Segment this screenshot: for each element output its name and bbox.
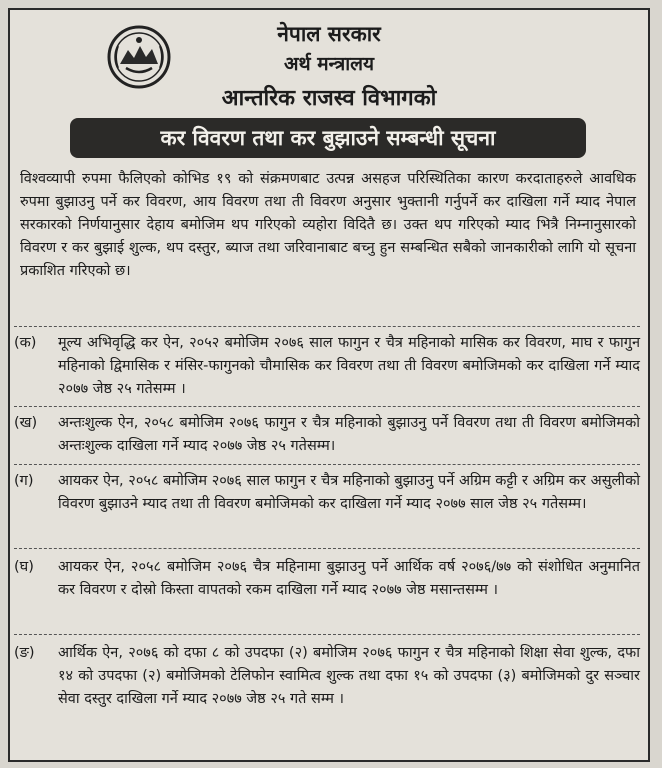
intro-paragraph: विश्वव्यापी रुपमा फैलिएको कोभिड १९ को संक्रमणबाट उत्पन्न असहज परिस्थितिका कारण करदाताहरुले आवधिक रुपमा बुझाउनु पर्ने कर विवरण, आय विवरण तथा ती विवरण अनुसार भुक्तानी गर्नुपर्ने कर दाखिला गर्ने म्याद नेपाल सरकारको निर्णयानुसार देहाय बमोजिम थप गरिएको व्यहोरा विदितै छ। उक्त थप गरिएको म्याद भित्रै निम्नानुसारको विवरण र कर बुझाई शुल्क, थप दस्तुर, ब्याज तथा जरिवानाबाट बच्नु हुन सम्बन्धित सबैको जानकारीको लागि यो सूचना प्रकाशित गरिएको छ। (20, 171, 637, 279)
notice-frame (8, 8, 650, 762)
list-item-text: अन्तःशुल्क ऐन, २०५८ बमोजिम २०७६ फागुन र चैत्र महिनाको बुझाउनु पर्ने विवरण तथा ती विवरण बमोजिमको अन्तःशुल्क दाखिला गर्ने म्याद २०७७ जेष्ठ २५ गतेसम्म। (58, 415, 640, 454)
divider (14, 464, 640, 465)
list-item (14, 642, 640, 711)
list-item-text: आर्थिक ऐन, २०७६ को दफा ८ को उपदफा (२) बमोजिम २०७६ फागुन र चैत्र महिनाको शिक्षा सेवा शुल्क, दफा १४ को उपदफा (२) बमोजिमको टेलिफोन स्वामित्व शुल्क तथा दफा १५ को उपदफा (३) बमोजिमको दुर सञ्चार सेवा दस्तुर दाखिला गर्ने म्याद २०७७ जेष्ठ २५ गते सम्म । (58, 645, 640, 707)
list-item-marker: (ङ) (14, 645, 35, 661)
header-government: नेपाल सरकार (277, 22, 381, 46)
list-item (14, 556, 640, 602)
list-item-marker: (ग) (14, 473, 34, 489)
divider (14, 548, 640, 549)
header-department: आन्तरिक राजस्व विभागको (221, 86, 437, 111)
list-item (14, 470, 640, 516)
list-item-marker: (ख) (14, 415, 38, 431)
notice-title-banner: कर विवरण तथा कर बुझाउने सम्बन्धी सूचना (70, 118, 586, 158)
list-item-text: मूल्य अभिवृद्धि कर ऐन, २०५२ बमोजिम २०७६ साल फागुन र चैत्र महिनाको मासिक कर विवरण, माघ र फागुन महिनाको द्विमासिक र मंसिर-फागुनको चौमासिक कर विवरण तथा ती विवरण बमोजिमको कर दाखिला गर्ने म्याद २०७७ जेष्ठ २५ गतेसम्म । (58, 335, 640, 397)
list-item-marker: (क) (14, 335, 37, 351)
list-item-marker: (घ) (14, 559, 34, 575)
divider (14, 326, 640, 327)
divider (14, 406, 640, 407)
list-item-text: आयकर ऐन, २०५८ बमोजिम २०७६ साल फागुन र चैत्र महिनाको बुझाउनु पर्ने अग्रिम कट्टी र अग्रिम कर असुलीको विवरण बुझाउने म्याद तथा ती विवरण बमोजिमको कर दाखिला गर्ने म्याद २०७७ साल जेष्ठ २५ गतेसम्म। (58, 473, 640, 512)
header-ministry: अर्थ मन्त्रालय (283, 53, 375, 75)
list-item (14, 332, 640, 401)
list-item-text: आयकर ऐन, २०५८ बमोजिम २०७६ चैत्र महिनामा बुझाउनु पर्ने आर्थिक वर्ष २०७६/७७ को संशोधित अनुमानित कर विवरण र दोस्रो किस्ता वापतको रकम दाखिला गर्ने म्याद २०७७ जेष्ठ मसान्तसम्म । (58, 559, 640, 598)
divider (14, 634, 640, 635)
list-item (14, 412, 640, 458)
